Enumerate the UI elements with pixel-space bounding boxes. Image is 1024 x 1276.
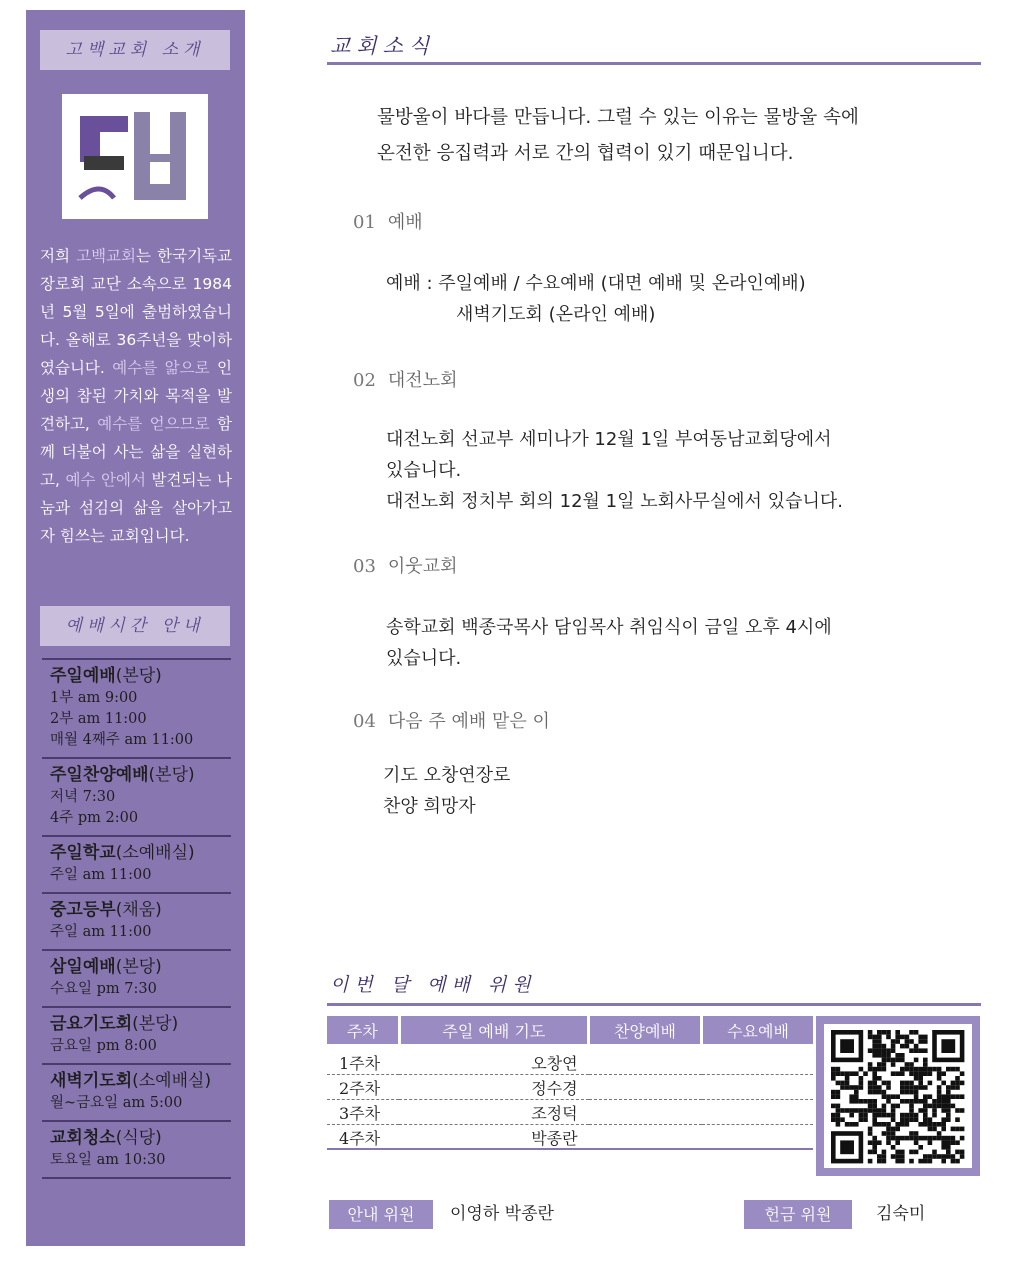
service-schedule-list	[42, 658, 231, 1179]
intro-text: 저희	[40, 247, 77, 265]
table-row: 1주차 오창연	[327, 1050, 813, 1075]
news-item-heading: 03 이웃교회	[353, 556, 458, 577]
service-name: 새벽기도회(소예배실)	[50, 1071, 212, 1091]
guide-committee-names: 이영하 박종란	[450, 1204, 554, 1224]
service-item	[42, 1065, 231, 1122]
service-item	[42, 1122, 231, 1179]
intro-heading: 고백교회 소개	[40, 30, 230, 70]
duty-divider	[327, 1003, 981, 1006]
service-name: 중고등부(채움)	[50, 900, 162, 920]
duty-table	[327, 1016, 813, 1150]
service-item	[42, 951, 231, 1008]
table-header: 주차	[327, 1016, 399, 1044]
service-item	[42, 1008, 231, 1065]
service-item	[42, 660, 231, 759]
service-time: 4주 pm 2:00	[50, 810, 139, 826]
intro-text: 발견되는 나눔과 섬김의 삶을 살아가고자 힘쓰는 교회입니다.	[40, 471, 232, 545]
service-name: 주일찬양예배(본당)	[50, 765, 195, 785]
news-item-body: 기도 오창연장로 찬양 희망자	[383, 765, 511, 817]
intro-text: 는 한국기독교장로회 교단 소속으로 1984년 5월 5일에 출범하였습니다. 올해로 36주년을 맞이하였습니다.	[40, 247, 233, 377]
service-time: 주일 am 11:00	[50, 867, 152, 883]
service-name: 주일예배(본당)	[50, 666, 162, 686]
table-row: 2주차 정수경	[327, 1075, 813, 1100]
highlight-text: 예수를 얻으므로	[97, 415, 210, 433]
service-time: 매월 4째주 am 11:00	[50, 732, 194, 748]
schedule-heading: 예배시간 안내	[40, 606, 230, 646]
service-item	[42, 837, 231, 894]
highlight-text: 예수 안에서	[65, 471, 146, 489]
service-name: 교회청소(식당)	[50, 1128, 162, 1148]
news-item-body: 대전노회 선교부 세미나가 12월 1일 부여동남교회당에서 있습니다. 대전노회 정치부 회의 12월 1일 노회사무실에서 있습니다.	[386, 429, 843, 512]
intro-text: 함께 더불어 사는 삶을 실현하고,	[40, 415, 232, 489]
table-header: 주일 예배 기도	[399, 1016, 588, 1044]
service-time: 월~금요일 am 5:00	[50, 1095, 183, 1111]
news-divider	[327, 62, 981, 65]
table-header: 수요예배	[702, 1016, 814, 1044]
service-name: 삼일예배(본당)	[50, 957, 162, 977]
sidebar	[26, 10, 245, 1246]
intro-text: 인생의 참된 가치와 목적을 발견하고,	[40, 359, 233, 433]
service-item	[42, 894, 231, 951]
service-time: 수요일 pm 7:30	[50, 981, 157, 997]
church-introduction	[40, 242, 232, 550]
news-item-heading: 04 다음 주 예배 맡은 이	[353, 711, 550, 732]
qr-code	[816, 1016, 980, 1176]
table-row: 3주차 조정덕	[327, 1100, 813, 1125]
service-time: 주일 am 11:00	[50, 924, 152, 940]
duty-heading: 이번 달 예배 위원	[330, 974, 537, 996]
highlight-text: 고백교회	[76, 247, 137, 265]
offering-committee-names: 김숙미	[876, 1204, 926, 1224]
guide-committee-label: 안내 위원	[329, 1200, 433, 1229]
news-lead-text: 물방울이 바다를 만듭니다. 그럴 수 있는 이유는 물방울 속에 온전한 응집력과 서로 간의 협력이 있기 때문입니다.	[377, 107, 859, 164]
highlight-text: 예수를 앎으로	[112, 359, 210, 377]
service-item	[42, 759, 231, 837]
offering-committee-label: 헌금 위원	[744, 1200, 852, 1229]
news-item-heading: 02 대전노회	[353, 370, 458, 391]
news-item-body: 송학교회 백종국목사 담임목사 취임식이 금일 오후 4시에 있습니다.	[386, 617, 832, 669]
table-row: 4주차 박종란	[327, 1125, 813, 1150]
service-time: 1부 am 9:00	[50, 690, 138, 706]
news-item-heading: 01 예배	[353, 212, 423, 233]
service-name: 금요기도회(본당)	[50, 1014, 179, 1034]
service-name: 주일학교(소예배실)	[50, 843, 195, 863]
service-time: 토요일 am 10:30	[50, 1152, 166, 1168]
church-logo	[62, 94, 208, 219]
news-heading: 교회소식	[330, 34, 436, 58]
service-time: 2부 am 11:00	[50, 711, 147, 727]
service-time: 금요일 pm 8:00	[50, 1038, 157, 1054]
news-item-body: 예배 : 주일예배 / 수요예배 (대면 예배 및 온라인예배) 새벽기도회 (온라인 예배)	[386, 273, 806, 325]
table-bottom-rule	[327, 1148, 813, 1150]
service-time: 저녁 7:30	[50, 789, 116, 805]
table-header: 찬양예배	[589, 1016, 702, 1044]
